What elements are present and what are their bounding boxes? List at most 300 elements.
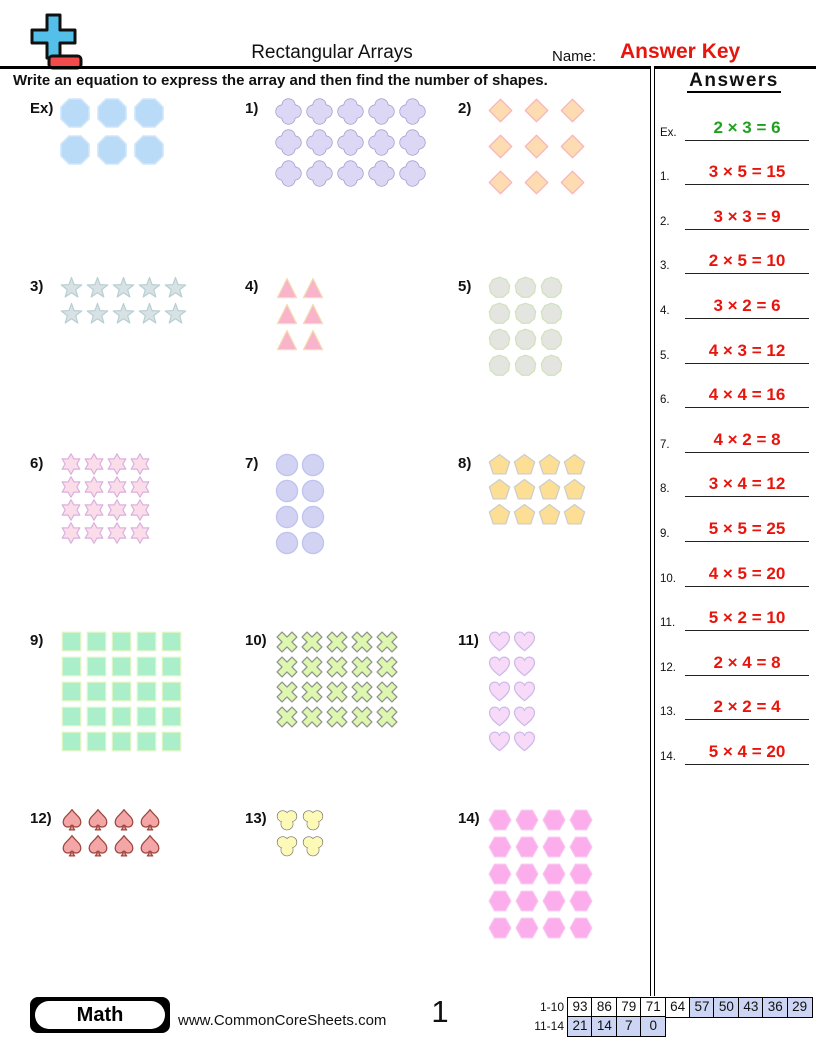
problem	[458, 453, 652, 630]
heart-shape-icon	[513, 655, 536, 678]
square-shape-icon	[60, 705, 83, 728]
square-shape-icon	[60, 655, 83, 678]
nonagon-shape-icon	[540, 302, 563, 325]
circle-shape-icon	[275, 505, 299, 529]
problem-label: 2)	[458, 100, 472, 117]
star6-shape-icon	[60, 453, 82, 475]
website-text: www.CommonCoreSheets.com	[178, 1012, 387, 1029]
diamond-shape-icon	[488, 170, 513, 195]
cross-shape-icon	[300, 705, 324, 729]
square-shape-icon	[160, 705, 183, 728]
square-shape-icon	[85, 680, 108, 703]
answer-text: 5 × 4 = 20	[708, 741, 786, 761]
hexagon-shape-icon	[542, 889, 566, 913]
quatrefoil-shape-icon	[399, 160, 426, 187]
star5-shape-icon	[164, 302, 187, 325]
star6-shape-icon	[60, 476, 82, 498]
problem	[245, 276, 458, 453]
cross-shape-icon	[325, 680, 349, 704]
pentagon-shape-icon	[513, 478, 536, 501]
answer-entry	[660, 234, 810, 279]
hexagon-shape-icon	[569, 889, 593, 913]
trefoil-shape-icon	[301, 834, 325, 858]
star6-shape-icon	[83, 522, 105, 544]
cross-shape-icon	[275, 705, 299, 729]
quatrefoil-shape-icon	[399, 129, 426, 156]
star5-shape-icon	[86, 276, 109, 299]
hexagon-shape-icon	[488, 916, 512, 940]
cross-shape-icon	[350, 705, 374, 729]
nonagon-shape-icon	[540, 354, 563, 377]
hexagon-shape-icon	[542, 808, 566, 832]
hexagon-shape-icon	[569, 835, 593, 859]
star5-shape-icon	[60, 302, 83, 325]
answer-underline	[685, 496, 809, 497]
hexagon-shape-icon	[488, 835, 512, 859]
square-shape-icon	[110, 705, 133, 728]
spade-shape-icon	[112, 834, 136, 858]
answer-number: 1.	[660, 171, 670, 184]
star6-shape-icon	[129, 476, 151, 498]
pentagon-shape-icon	[488, 478, 511, 501]
shape-array	[488, 630, 536, 753]
answer-text: 3 × 2 = 6	[713, 295, 781, 315]
answer-underline	[685, 318, 809, 319]
star5-shape-icon	[164, 276, 187, 299]
answer-number: 12.	[660, 661, 676, 674]
nonagon-shape-icon	[488, 276, 511, 299]
answer-number: 4.	[660, 304, 670, 317]
shape-array	[488, 453, 586, 526]
diamond-shape-icon	[560, 170, 585, 195]
star5-shape-icon	[60, 276, 83, 299]
quatrefoil-shape-icon	[337, 98, 364, 125]
heart-shape-icon	[513, 630, 536, 653]
problem-label: 13)	[245, 810, 267, 827]
square-shape-icon	[60, 630, 83, 653]
heart-shape-icon	[488, 730, 511, 753]
square-shape-icon	[135, 630, 158, 653]
problem-label: 14)	[458, 810, 480, 827]
cross-shape-icon	[350, 630, 374, 654]
answer-entry	[660, 546, 810, 591]
answer-underline	[685, 140, 809, 141]
shape-array	[275, 276, 325, 352]
answer-number: Ex.	[660, 126, 677, 139]
answer-entry	[660, 323, 810, 368]
answer-underline	[685, 452, 809, 453]
answer-text: 3 × 5 = 15	[708, 162, 786, 182]
score-cell: 36	[762, 997, 788, 1018]
answer-underline	[685, 541, 809, 542]
answer-number: 14.	[660, 750, 676, 763]
shape-array	[488, 276, 563, 377]
heart-shape-icon	[488, 655, 511, 678]
quatrefoil-shape-icon	[306, 129, 333, 156]
spade-shape-icon	[138, 808, 162, 832]
star6-shape-icon	[106, 476, 128, 498]
plus-minus-logo-icon	[22, 12, 88, 72]
square-shape-icon	[110, 630, 133, 653]
square-shape-icon	[135, 655, 158, 678]
score-cell: 14	[591, 1016, 617, 1037]
score-row-2-label: 11-14	[534, 1019, 564, 1034]
score-cell: 43	[738, 997, 764, 1018]
hexagon-shape-icon	[569, 916, 593, 940]
cross-shape-icon	[275, 655, 299, 679]
answer-key-text: Answer Key	[620, 40, 741, 63]
heart-shape-icon	[488, 680, 511, 703]
page-number: 1	[431, 994, 449, 1029]
score-cell: 79	[616, 997, 642, 1018]
shape-array	[275, 98, 426, 187]
answer-entry	[660, 368, 810, 413]
hexagon-shape-icon	[542, 916, 566, 940]
square-shape-icon	[135, 680, 158, 703]
problem	[245, 630, 458, 808]
answer-entry	[660, 100, 810, 145]
answer-number: 5.	[660, 349, 670, 362]
problem-label: Ex)	[30, 100, 54, 117]
spade-shape-icon	[60, 808, 84, 832]
pentagon-shape-icon	[538, 478, 561, 501]
star6-shape-icon	[106, 522, 128, 544]
answer-number: 2.	[660, 215, 670, 228]
triangle-shape-icon	[301, 302, 325, 326]
pentagon-shape-icon	[488, 453, 511, 476]
answer-text: 4 × 2 = 8	[713, 429, 781, 449]
circle-shape-icon	[301, 531, 325, 555]
answer-entry	[660, 501, 810, 546]
star5-shape-icon	[112, 276, 135, 299]
problem	[458, 630, 652, 808]
quatrefoil-shape-icon	[275, 98, 302, 125]
problem	[30, 630, 245, 808]
trefoil-shape-icon	[275, 808, 299, 832]
quatrefoil-shape-icon	[399, 98, 426, 125]
hexagon-shape-icon	[515, 916, 539, 940]
answer-text: 4 × 3 = 12	[708, 340, 786, 360]
shape-array	[60, 276, 187, 325]
hexagon-shape-icon	[488, 808, 512, 832]
square-shape-icon	[160, 680, 183, 703]
answer-text: 3 × 3 = 9	[713, 206, 781, 226]
pentagon-shape-icon	[513, 503, 536, 526]
nonagon-shape-icon	[514, 276, 537, 299]
answer-text: 2 × 3 = 6	[713, 117, 781, 137]
score-cell: 93	[567, 997, 593, 1018]
answer-entry	[660, 635, 810, 680]
answer-entry	[660, 680, 810, 725]
square-shape-icon	[135, 705, 158, 728]
score-cell: 7	[616, 1016, 642, 1037]
answer-text: 4 × 5 = 20	[708, 563, 786, 583]
nonagon-shape-icon	[514, 302, 537, 325]
problem-label: 9)	[30, 632, 44, 649]
square-shape-icon	[110, 655, 133, 678]
nonagon-shape-icon	[488, 302, 511, 325]
square-shape-icon	[110, 680, 133, 703]
cross-shape-icon	[325, 630, 349, 654]
answer-underline	[685, 407, 809, 408]
header-divider-line	[0, 66, 816, 69]
answer-entry	[660, 278, 810, 323]
hexagon-shape-icon	[515, 808, 539, 832]
answer-entry	[660, 145, 810, 190]
diamond-shape-icon	[524, 98, 549, 123]
octagon-shape-icon	[60, 135, 90, 165]
answer-entry	[660, 457, 810, 502]
cross-shape-icon	[300, 655, 324, 679]
problem	[458, 276, 652, 453]
answer-text: 3 × 4 = 12	[708, 474, 786, 494]
circle-shape-icon	[275, 531, 299, 555]
score-cell: 86	[591, 997, 617, 1018]
quatrefoil-shape-icon	[368, 129, 395, 156]
spade-shape-icon	[60, 834, 84, 858]
star6-shape-icon	[60, 522, 82, 544]
problem-label: 6)	[30, 455, 44, 472]
problem	[30, 276, 245, 453]
quatrefoil-shape-icon	[275, 160, 302, 187]
diamond-shape-icon	[524, 170, 549, 195]
shape-array	[488, 808, 593, 940]
cross-shape-icon	[350, 655, 374, 679]
shape-array	[275, 808, 325, 858]
problems-grid	[30, 98, 652, 998]
pentagon-shape-icon	[488, 503, 511, 526]
star6-shape-icon	[83, 476, 105, 498]
square-shape-icon	[160, 730, 183, 753]
pentagon-shape-icon	[538, 453, 561, 476]
octagon-shape-icon	[97, 135, 127, 165]
problem-label: 10)	[245, 632, 267, 649]
star5-shape-icon	[138, 302, 161, 325]
diamond-shape-icon	[560, 134, 585, 159]
star5-shape-icon	[86, 302, 109, 325]
octagon-shape-icon	[134, 135, 164, 165]
cross-shape-icon	[275, 630, 299, 654]
spade-shape-icon	[138, 834, 162, 858]
triangle-shape-icon	[301, 276, 325, 300]
pentagon-shape-icon	[563, 453, 586, 476]
hexagon-shape-icon	[542, 835, 566, 859]
square-shape-icon	[60, 680, 83, 703]
problem-label: 7)	[245, 455, 259, 472]
answer-entry	[660, 412, 810, 457]
subject-badge-label: Math	[35, 1001, 165, 1029]
answer-number: 9.	[660, 527, 670, 540]
score-cell: 71	[640, 997, 666, 1018]
quatrefoil-shape-icon	[275, 129, 302, 156]
answer-entry	[660, 724, 810, 769]
cross-shape-icon	[300, 630, 324, 654]
problem-label: 11)	[458, 632, 479, 649]
page-title: Rectangular Arrays	[251, 42, 413, 63]
square-shape-icon	[85, 705, 108, 728]
score-cell: 21	[567, 1016, 593, 1037]
answer-number: 11.	[660, 617, 676, 630]
trefoil-shape-icon	[275, 834, 299, 858]
square-shape-icon	[110, 730, 133, 753]
nonagon-shape-icon	[540, 276, 563, 299]
square-shape-icon	[160, 655, 183, 678]
star5-shape-icon	[138, 276, 161, 299]
answer-text: 5 × 5 = 25	[708, 518, 786, 538]
answer-underline	[685, 719, 809, 720]
spade-shape-icon	[86, 834, 110, 858]
answer-number: 8.	[660, 483, 670, 496]
square-shape-icon	[85, 630, 108, 653]
cross-shape-icon	[375, 680, 399, 704]
circle-shape-icon	[275, 479, 299, 503]
pentagon-shape-icon	[563, 503, 586, 526]
shape-array	[488, 98, 585, 195]
heart-shape-icon	[488, 630, 511, 653]
star6-shape-icon	[106, 453, 128, 475]
answer-underline	[685, 363, 809, 364]
cross-shape-icon	[350, 680, 374, 704]
pentagon-shape-icon	[538, 503, 561, 526]
problem-label: 4)	[245, 278, 259, 295]
hexagon-shape-icon	[569, 862, 593, 886]
score-cell: 50	[713, 997, 739, 1018]
heart-shape-icon	[488, 705, 511, 728]
square-shape-icon	[60, 730, 83, 753]
answer-number: 10.	[660, 572, 676, 585]
shape-array	[275, 453, 325, 555]
score-cell: 57	[689, 997, 715, 1018]
quatrefoil-shape-icon	[306, 160, 333, 187]
score-row-1-label: 1-10	[539, 1000, 564, 1014]
answer-underline	[685, 184, 809, 185]
name-label: Name:	[552, 48, 597, 65]
hexagon-shape-icon	[488, 889, 512, 913]
diamond-shape-icon	[560, 98, 585, 123]
pentagon-shape-icon	[563, 478, 586, 501]
problem-label: 1)	[245, 100, 259, 117]
score-cell: 29	[787, 997, 813, 1018]
answer-underline	[685, 675, 809, 676]
answer-text: 2 × 4 = 8	[713, 652, 781, 672]
quatrefoil-shape-icon	[337, 129, 364, 156]
shape-array	[60, 453, 151, 544]
subject-badge	[30, 997, 170, 1033]
heart-shape-icon	[513, 730, 536, 753]
answer-text: 4 × 4 = 16	[708, 385, 786, 405]
cross-shape-icon	[275, 680, 299, 704]
shape-array	[60, 808, 162, 858]
answer-underline	[685, 586, 809, 587]
hexagon-shape-icon	[515, 835, 539, 859]
star6-shape-icon	[129, 453, 151, 475]
hexagon-shape-icon	[569, 808, 593, 832]
score-table	[522, 997, 813, 1037]
nonagon-shape-icon	[514, 328, 537, 351]
answer-underline	[685, 630, 809, 631]
answers-heading	[658, 70, 810, 92]
nonagon-shape-icon	[514, 354, 537, 377]
diamond-shape-icon	[524, 134, 549, 159]
shape-array	[60, 630, 183, 753]
score-cell: 64	[665, 997, 691, 1018]
nonagon-shape-icon	[540, 328, 563, 351]
star6-shape-icon	[106, 499, 128, 521]
hexagon-shape-icon	[515, 862, 539, 886]
answer-entry	[660, 189, 810, 234]
triangle-shape-icon	[275, 328, 299, 352]
triangle-shape-icon	[275, 302, 299, 326]
quatrefoil-shape-icon	[368, 98, 395, 125]
square-shape-icon	[160, 630, 183, 653]
problem	[245, 453, 458, 630]
score-cell: 0	[640, 1016, 666, 1037]
pentagon-shape-icon	[513, 453, 536, 476]
octagon-shape-icon	[60, 98, 90, 128]
problem-label: 12)	[30, 810, 52, 827]
answer-number: 3.	[660, 260, 670, 273]
problem	[30, 98, 245, 276]
circle-shape-icon	[301, 453, 325, 477]
heart-shape-icon	[513, 705, 536, 728]
square-shape-icon	[85, 655, 108, 678]
shape-array	[60, 98, 164, 165]
instruction-text: Write an equation to express the array and then find the number of shapes.	[13, 72, 548, 89]
octagon-shape-icon	[97, 98, 127, 128]
problem-label: 5)	[458, 278, 472, 295]
cross-shape-icon	[375, 630, 399, 654]
score-row-1	[522, 997, 813, 1018]
score-row-2	[522, 1016, 813, 1037]
cross-shape-icon	[300, 680, 324, 704]
hexagon-shape-icon	[542, 862, 566, 886]
triangle-shape-icon	[301, 328, 325, 352]
star6-shape-icon	[60, 499, 82, 521]
cross-shape-icon	[325, 705, 349, 729]
problem	[30, 453, 245, 630]
answers-list	[660, 100, 810, 769]
star6-shape-icon	[83, 453, 105, 475]
answer-underline	[685, 273, 809, 274]
problem	[30, 808, 245, 998]
quatrefoil-shape-icon	[368, 160, 395, 187]
shape-array	[275, 630, 399, 729]
circle-shape-icon	[275, 453, 299, 477]
problem-label: 8)	[458, 455, 472, 472]
heart-shape-icon	[513, 680, 536, 703]
spade-shape-icon	[112, 808, 136, 832]
problem-label: 3)	[30, 278, 44, 295]
trefoil-shape-icon	[301, 808, 325, 832]
nonagon-shape-icon	[488, 354, 511, 377]
octagon-shape-icon	[134, 98, 164, 128]
diamond-shape-icon	[488, 134, 513, 159]
square-shape-icon	[135, 730, 158, 753]
star5-shape-icon	[112, 302, 135, 325]
star6-shape-icon	[129, 499, 151, 521]
cross-shape-icon	[375, 655, 399, 679]
circle-shape-icon	[301, 479, 325, 503]
answer-text: 2 × 5 = 10	[708, 251, 786, 271]
answer-number: 13.	[660, 706, 676, 719]
quatrefoil-shape-icon	[306, 98, 333, 125]
quatrefoil-shape-icon	[337, 160, 364, 187]
answer-entry	[660, 591, 810, 636]
answer-underline	[685, 764, 809, 765]
problem	[245, 98, 458, 276]
problem	[245, 808, 458, 998]
problem	[458, 98, 652, 276]
